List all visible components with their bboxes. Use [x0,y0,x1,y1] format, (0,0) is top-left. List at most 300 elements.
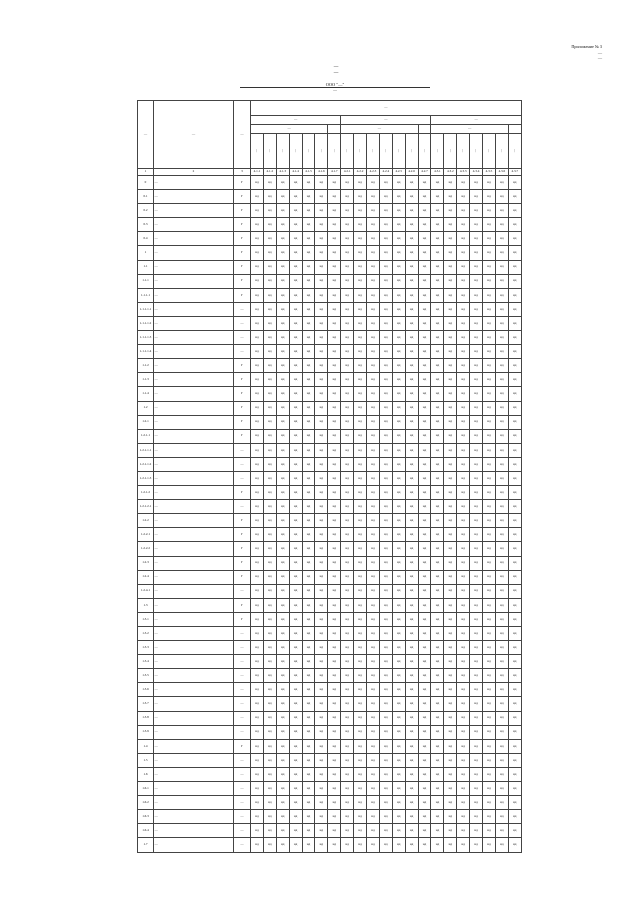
row-number: 0.2 [138,204,154,218]
row-name: — [154,500,234,514]
row-value: нд [263,641,276,655]
row-value: нд [405,725,418,739]
row-value: нд [289,810,302,824]
row-value: нд [302,641,315,655]
row-unit: Г [234,232,251,246]
row-value: нд [392,542,405,556]
row-value: нд [508,627,521,641]
row-value: нд [431,641,444,655]
row-value: нд [289,316,302,330]
row-value: нд [405,316,418,330]
row-value: нд [302,246,315,260]
row-value: нд [315,612,328,626]
row-value: нд [354,387,367,401]
row-value: нд [328,782,341,796]
row-value: нд [405,415,418,429]
row-unit: Г [234,739,251,753]
row-value: нд [263,246,276,260]
row-value: нд [289,542,302,556]
row-value: нд [457,302,470,316]
row-value: нд [289,824,302,838]
row-unit: Г [234,429,251,443]
row-value: нд [276,598,289,612]
row-unit: — [234,331,251,345]
row-value: нд [470,387,483,401]
column-index: 4.3.4 [470,169,483,176]
row-unit: — [234,584,251,598]
column-index: 2 [154,169,234,176]
row-value: нд [379,401,392,415]
row-name: — [154,528,234,542]
table-row [138,359,522,373]
row-value: нд [251,260,264,274]
row-value: нд [392,331,405,345]
row-value: нд [263,697,276,711]
row-value: нд [470,401,483,415]
row-value: нд [508,359,521,373]
row-value: нд [495,316,508,330]
row-value: нд [392,429,405,443]
row-value: нд [392,697,405,711]
row-value: нд [405,556,418,570]
row-value: нд [508,782,521,796]
row-value: нд [405,612,418,626]
row-value: нд [392,627,405,641]
header-subcol [379,134,392,169]
row-value: нд [431,260,444,274]
row-value: нд [367,486,380,500]
row-value: нд [470,373,483,387]
row-value: нд [508,232,521,246]
row-number: 1.3.7 [138,697,154,711]
row-number: 1.2.3 [138,556,154,570]
row-value: нд [470,641,483,655]
row-name: — [154,387,234,401]
row-value: нд [431,598,444,612]
row-name: — [154,415,234,429]
row-value: нд [341,683,354,697]
row-value: нд [315,753,328,767]
row-value: нд [289,218,302,232]
row-value: нд [251,316,264,330]
row-name: — [154,486,234,500]
row-number: 1.3.5 [138,669,154,683]
row-value: нд [444,176,457,190]
header-subcol [289,134,302,169]
row-value: нд [251,753,264,767]
row-value: нд [431,697,444,711]
row-value: нд [470,570,483,584]
row-value: нд [315,598,328,612]
row-value: нд [444,500,457,514]
row-value: нд [251,612,264,626]
row-value: нд [457,796,470,810]
table-row [138,415,522,429]
table-row [138,669,522,683]
row-name: — [154,683,234,697]
row-value: нд [315,373,328,387]
row-value: нд [315,443,328,457]
row-value: нд [251,796,264,810]
row-value: нд [392,739,405,753]
row-value: нд [276,401,289,415]
row-value: нд [354,246,367,260]
row-value: нд [289,359,302,373]
row-value: нд [276,387,289,401]
table-row [138,584,522,598]
row-value: нд [276,274,289,288]
row-value: нд [444,288,457,302]
row-value: нд [328,260,341,274]
row-value: нд [418,725,431,739]
row-value: нд [495,288,508,302]
row-value: нд [495,514,508,528]
row-value: нд [495,500,508,514]
row-name: — [154,669,234,683]
row-number: 1.2.1.2.1 [138,500,154,514]
row-value: нд [341,415,354,429]
row-value: нд [379,260,392,274]
row-unit: — [234,316,251,330]
appendix-line: Приложение № 3 [571,44,602,49]
row-value: нд [328,810,341,824]
appendix-line: — [597,49,602,55]
row-value: нд [405,274,418,288]
header-group: — [251,101,522,116]
row-value: нд [328,556,341,570]
header-subcol-text: — [447,148,452,152]
row-value: нд [354,373,367,387]
header-subcol-text: — [344,148,349,152]
row-value: нд [405,838,418,852]
row-value: нд [444,542,457,556]
row-value: нд [444,838,457,852]
row-value: нд [289,796,302,810]
row-value: нд [470,218,483,232]
row-value: нд [328,232,341,246]
row-value: нд [405,302,418,316]
row-value: нд [405,359,418,373]
row-name: — [154,345,234,359]
row-value: нд [354,500,367,514]
row-value: нд [341,429,354,443]
row-value: нд [302,302,315,316]
row-value: нд [251,725,264,739]
row-value: нд [392,457,405,471]
row-value: нд [392,753,405,767]
row-name: — [154,556,234,570]
row-value: нд [405,204,418,218]
row-value: нд [315,683,328,697]
row-value: нд [418,288,431,302]
row-value: нд [379,514,392,528]
table-row [138,655,522,669]
row-value: нд [367,612,380,626]
row-value: нд [470,598,483,612]
row-name: — [154,373,234,387]
row-value: нд [289,429,302,443]
row-value: нд [354,570,367,584]
row-value: нд [289,514,302,528]
row-value: нд [354,838,367,852]
row-value: нд [444,711,457,725]
row-value: нд [315,500,328,514]
header-subcol-text: — [267,148,272,152]
row-value: нд [392,500,405,514]
row-value: нд [276,824,289,838]
row-value: нд [263,401,276,415]
row-value: нд [367,288,380,302]
row-value: нд [392,514,405,528]
header-subcol [341,134,354,169]
row-value: нд [392,528,405,542]
row-name: — [154,584,234,598]
row-value: нд [328,429,341,443]
row-value: нд [302,612,315,626]
row-value: нд [367,429,380,443]
row-value: нд [431,274,444,288]
row-value: нд [418,274,431,288]
row-name: — [154,542,234,556]
row-value: нд [444,810,457,824]
row-value: нд [444,218,457,232]
row-value: нд [470,331,483,345]
row-value: нд [289,782,302,796]
row-number: 0 [138,176,154,190]
row-value: нд [251,176,264,190]
row-value: нд [367,570,380,584]
row-value: нд [354,655,367,669]
row-value: нд [444,796,457,810]
row-value: нд [379,838,392,852]
row-value: нд [289,641,302,655]
column-index: 4.3.1 [431,169,444,176]
row-value: нд [263,528,276,542]
row-value: нд [276,782,289,796]
table-row [138,627,522,641]
row-value: нд [495,373,508,387]
row-value: нд [457,176,470,190]
row-value: нд [289,288,302,302]
row-value: нд [392,796,405,810]
row-value: нд [392,556,405,570]
row-unit: Г [234,486,251,500]
row-value: нд [276,627,289,641]
row-value: нд [367,669,380,683]
row-value: нд [470,810,483,824]
row-value: нд [315,655,328,669]
row-value: нд [483,627,496,641]
row-value: нд [341,359,354,373]
row-value: нд [495,443,508,457]
row-value: нд [418,359,431,373]
row-unit: Г [234,288,251,302]
row-value: нд [444,669,457,683]
row-value: нд [483,810,496,824]
row-number: 1.2.1.1 [138,429,154,443]
row-value: нд [483,232,496,246]
row-value: нд [457,556,470,570]
row-value: нд [457,429,470,443]
row-value: нд [367,471,380,485]
row-value: нд [328,767,341,781]
table-row [138,274,522,288]
row-value: нд [354,782,367,796]
row-value: нд [315,669,328,683]
row-value: нд [328,739,341,753]
row-name: — [154,401,234,415]
row-value: нд [444,725,457,739]
row-value: нд [302,415,315,429]
row-value: нд [315,796,328,810]
row-value: нд [251,274,264,288]
row-unit: Г [234,401,251,415]
row-value: нд [341,782,354,796]
row-value: нд [328,796,341,810]
row-number: 1 [138,246,154,260]
row-value: нд [276,316,289,330]
row-value: нд [379,711,392,725]
row-name: — [154,316,234,330]
row-value: нд [431,288,444,302]
row-value: нд [354,711,367,725]
row-number: 1.1.1 [138,274,154,288]
row-value: нд [276,528,289,542]
row-value: нд [470,627,483,641]
row-value: нд [444,528,457,542]
row-value: нд [508,302,521,316]
row-value: нд [302,232,315,246]
row-value: нд [367,767,380,781]
row-value: нд [367,711,380,725]
row-name: — [154,641,234,655]
row-value: нд [508,457,521,471]
row-value: нд [341,627,354,641]
header-subcol [495,134,508,169]
row-value: нд [495,528,508,542]
row-value: нд [508,288,521,302]
row-value: нд [470,514,483,528]
row-value: нд [379,584,392,598]
row-value: нд [354,204,367,218]
row-value: нд [508,471,521,485]
row-value: нд [444,415,457,429]
row-value: нд [289,739,302,753]
row-value: нд [341,218,354,232]
row-value: нд [470,528,483,542]
table-row [138,471,522,485]
row-value: нд [495,669,508,683]
column-index: 4.3.2 [444,169,457,176]
row-value: нд [483,387,496,401]
row-value: нд [263,542,276,556]
row-value: нд [431,542,444,556]
row-value: нд [405,598,418,612]
row-number: 0.3 [138,218,154,232]
row-value: нд [302,486,315,500]
row-value: нд [431,739,444,753]
row-value: нд [315,767,328,781]
row-value: нд [392,274,405,288]
header-subcol [367,134,380,169]
row-value: нд [328,457,341,471]
row-value: нд [341,457,354,471]
row-value: нд [263,824,276,838]
row-value: нд [483,415,496,429]
row-value: нд [483,739,496,753]
row-unit: — [234,683,251,697]
row-value: нд [289,387,302,401]
row-value: нд [495,725,508,739]
row-value: нд [405,711,418,725]
row-value: нд [328,387,341,401]
row-value: нд [379,176,392,190]
row-value: нд [367,260,380,274]
row-value: нд [302,288,315,302]
row-value: нд [483,669,496,683]
row-unit: Г [234,387,251,401]
row-value: нд [392,782,405,796]
header-subcol [251,134,264,169]
table-row [138,725,522,739]
row-value: нд [431,218,444,232]
row-value: нд [276,190,289,204]
column-index: 4.3.5 [483,169,496,176]
row-name: — [154,796,234,810]
row-value: нд [289,655,302,669]
row-value: нд [251,810,264,824]
row-value: нд [354,288,367,302]
row-value: нд [405,190,418,204]
row-value: нд [302,753,315,767]
header-subgroup: — [341,125,418,134]
row-value: нд [328,471,341,485]
row-value: нд [341,725,354,739]
row-value: нд [508,655,521,669]
row-value: нд [379,598,392,612]
row-value: нд [289,612,302,626]
row-value: нд [418,655,431,669]
row-value: нд [418,316,431,330]
row-value: нд [289,556,302,570]
row-value: нд [470,796,483,810]
row-value: нд [470,697,483,711]
row-value: нд [392,190,405,204]
row-value: нд [457,457,470,471]
row-value: нд [263,274,276,288]
row-value: нд [263,359,276,373]
row-number: 1.2 [138,401,154,415]
row-value: нд [251,345,264,359]
row-value: нд [483,190,496,204]
row-value: нд [379,232,392,246]
row-value: нд [431,316,444,330]
row-value: нд [495,471,508,485]
row-value: нд [328,373,341,387]
row-number: 1.1.1.1.3 [138,331,154,345]
row-value: нд [431,767,444,781]
row-name: — [154,782,234,796]
row-value: нд [263,767,276,781]
row-value: нд [251,415,264,429]
header-subcol-text: — [499,148,504,152]
row-value: нд [354,542,367,556]
row-value: нд [470,232,483,246]
row-name: — [154,331,234,345]
row-value: нд [302,725,315,739]
row-value: нд [341,288,354,302]
row-value: нд [508,542,521,556]
